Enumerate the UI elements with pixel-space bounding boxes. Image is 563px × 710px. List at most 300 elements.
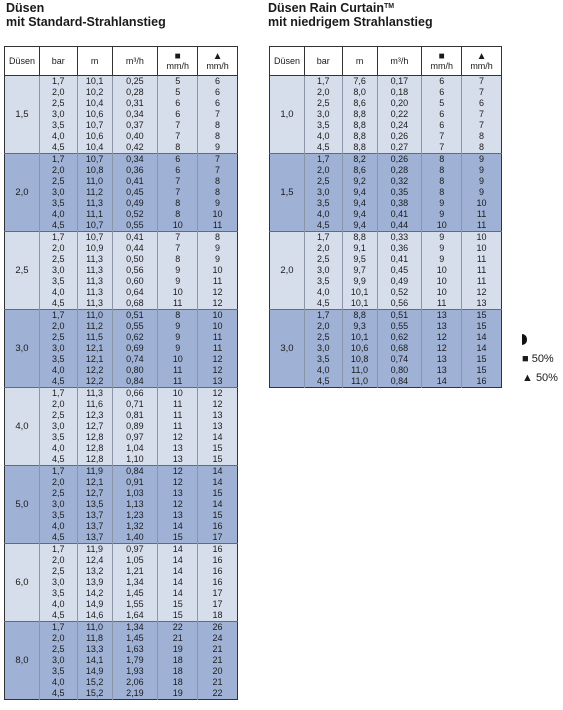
radius-cell: 13,2 xyxy=(77,566,112,577)
pressure-cell: 2,0 xyxy=(39,399,77,410)
flow-cell: 0,74 xyxy=(377,354,422,365)
table-row xyxy=(270,120,502,131)
header-bar: bar xyxy=(39,47,77,76)
triangle-rate-cell: 10 xyxy=(198,310,238,322)
square-rate-cell: 12 xyxy=(158,432,198,443)
square-rate-cell: 9 xyxy=(422,232,462,244)
square-rate-cell: 12 xyxy=(422,343,462,354)
square-rate-cell: 14 xyxy=(158,577,198,588)
table-row xyxy=(5,254,238,265)
radius-cell: 14,1 xyxy=(77,655,112,666)
square-rate-cell: 14 xyxy=(158,544,198,556)
table-row xyxy=(270,187,502,198)
table-row xyxy=(5,410,238,421)
triangle-rate-cell: 12 xyxy=(462,287,502,298)
triangle-rate-cell: 21 xyxy=(198,644,238,655)
triangle-rate-cell: 9 xyxy=(462,154,502,166)
radius-cell: 9,4 xyxy=(342,209,377,220)
flow-cell: 0,74 xyxy=(112,354,158,365)
header-m: m xyxy=(342,47,377,76)
left-title-line2: mit Standard-Strahlanstieg xyxy=(6,15,166,29)
triangle-rate-cell: 9 xyxy=(198,198,238,209)
pressure-cell: 4,5 xyxy=(39,610,77,622)
radius-cell: 10,1 xyxy=(77,76,112,88)
table-row xyxy=(270,87,502,98)
pressure-cell: 4,0 xyxy=(39,677,77,688)
flow-cell: 0,80 xyxy=(377,365,422,376)
flow-cell: 0,91 xyxy=(112,477,158,488)
table-row xyxy=(5,376,238,388)
table-row xyxy=(270,276,502,287)
pressure-cell: 4,0 xyxy=(304,131,342,142)
radius-cell: 8,8 xyxy=(342,310,377,322)
table-row xyxy=(5,421,238,432)
square-rate-cell: 6 xyxy=(158,109,198,120)
square-rate-cell: 8 xyxy=(158,198,198,209)
table-row xyxy=(5,477,238,488)
header-square-rate xyxy=(422,47,462,76)
square-icon: ■ xyxy=(174,50,181,62)
triangle-rate-cell: 15 xyxy=(198,454,238,466)
square-icon: ■ xyxy=(438,50,445,62)
nozzle-size-cell: 2,5 xyxy=(5,232,40,310)
pressure-cell: 4,0 xyxy=(39,287,77,298)
flow-cell: 0,28 xyxy=(112,87,158,98)
pressure-cell: 4,5 xyxy=(304,376,342,388)
pressure-cell: 3,5 xyxy=(304,276,342,287)
table-row xyxy=(5,510,238,521)
triangle-rate-cell: 12 xyxy=(198,354,238,365)
pressure-cell: 2,0 xyxy=(39,633,77,644)
flow-cell: 0,28 xyxy=(377,165,422,176)
triangle-rate-cell: 22 xyxy=(198,688,238,700)
pressure-cell: 1,7 xyxy=(39,310,77,322)
pressure-cell: 2,5 xyxy=(304,98,342,109)
pressure-cell: 4,5 xyxy=(39,142,77,154)
radius-cell: 11,0 xyxy=(342,365,377,376)
flow-cell: 0,44 xyxy=(377,220,422,232)
pressure-cell: 1,7 xyxy=(304,76,342,88)
flow-cell: 0,62 xyxy=(112,332,158,343)
table-row xyxy=(270,332,502,343)
table-row xyxy=(5,466,238,478)
flow-cell: 1,32 xyxy=(112,521,158,532)
radius-cell: 10,1 xyxy=(342,287,377,298)
flow-cell: 1,10 xyxy=(112,454,158,466)
pressure-cell: 1,7 xyxy=(39,388,77,400)
table-row xyxy=(5,142,238,154)
header-row xyxy=(5,47,238,76)
nozzle-group xyxy=(270,310,502,388)
triangle-rate-cell: 11 xyxy=(462,220,502,232)
radius-cell: 11,3 xyxy=(77,265,112,276)
square-rate-cell: 6 xyxy=(422,109,462,120)
triangle-rate-cell: 6 xyxy=(198,98,238,109)
square-rate-cell: 5 xyxy=(422,98,462,109)
flow-cell: 1,63 xyxy=(112,644,158,655)
table-row xyxy=(5,165,238,176)
square-rate-cell: 11 xyxy=(422,298,462,310)
flow-cell: 0,89 xyxy=(112,421,158,432)
table-row xyxy=(270,131,502,142)
triangle-rate-cell: 7 xyxy=(198,154,238,166)
flow-cell: 0,24 xyxy=(377,120,422,131)
square-rate-cell: 8 xyxy=(158,209,198,220)
square-rate-cell: 14 xyxy=(158,588,198,599)
triangle-rate-cell: 14 xyxy=(462,332,502,343)
pressure-cell: 2,5 xyxy=(39,566,77,577)
square-rate-cell: 18 xyxy=(158,666,198,677)
pressure-cell: 3,5 xyxy=(39,666,77,677)
table-row xyxy=(5,666,238,677)
pressure-cell: 3,5 xyxy=(39,588,77,599)
table-row xyxy=(5,610,238,622)
flow-cell: 2,06 xyxy=(112,677,158,688)
flow-cell: 1,03 xyxy=(112,488,158,499)
triangle-rate-cell: 14 xyxy=(198,466,238,478)
right-title xyxy=(268,1,433,29)
square-rate-cell: 6 xyxy=(158,154,198,166)
triangle-rate-cell: 9 xyxy=(462,165,502,176)
nozzle-group xyxy=(5,310,238,388)
pressure-cell: 4,0 xyxy=(304,365,342,376)
triangle-rate-cell: 11 xyxy=(198,220,238,232)
nozzle-group xyxy=(270,232,502,310)
triangle-rate-cell: 9 xyxy=(198,142,238,154)
nozzle-group xyxy=(5,622,238,700)
flow-cell: 0,68 xyxy=(377,343,422,354)
flow-cell: 0,55 xyxy=(112,220,158,232)
triangle-rate-cell: 8 xyxy=(198,232,238,244)
square-rate-cell: 12 xyxy=(158,499,198,510)
square-rate-cell: 13 xyxy=(422,310,462,322)
radius-cell: 8,8 xyxy=(342,109,377,120)
pressure-cell: 4,5 xyxy=(39,376,77,388)
square-rate-cell: 18 xyxy=(158,655,198,666)
pressure-cell: 2,5 xyxy=(39,410,77,421)
radius-cell: 10,8 xyxy=(77,165,112,176)
radius-cell: 14,2 xyxy=(77,588,112,599)
table-row xyxy=(5,198,238,209)
square-rate-cell: 9 xyxy=(422,254,462,265)
pressure-cell: 3,0 xyxy=(39,421,77,432)
square-rate-cell: 10 xyxy=(158,354,198,365)
flow-cell: 1,23 xyxy=(112,510,158,521)
left-title xyxy=(6,1,166,29)
flow-cell: 0,40 xyxy=(112,131,158,142)
square-rate-cell: 11 xyxy=(158,376,198,388)
square-rate-cell: 8 xyxy=(422,165,462,176)
pressure-cell: 2,5 xyxy=(39,488,77,499)
table-row xyxy=(5,98,238,109)
triangle-rate-cell: 17 xyxy=(198,599,238,610)
radius-cell: 8,8 xyxy=(342,131,377,142)
table-row xyxy=(270,298,502,310)
pressure-cell: 4,5 xyxy=(39,688,77,700)
triangle-rate-cell: 15 xyxy=(462,365,502,376)
flow-cell: 0,68 xyxy=(112,298,158,310)
flow-cell: 0,84 xyxy=(112,466,158,478)
radius-cell: 11,9 xyxy=(77,466,112,478)
table-row xyxy=(5,209,238,220)
square-rate-cell: 9 xyxy=(422,243,462,254)
right-title-line1-wrap xyxy=(268,1,433,15)
table-row xyxy=(270,232,502,244)
radius-cell: 14,9 xyxy=(77,666,112,677)
header-triangle-rate xyxy=(198,47,238,76)
pressure-cell: 3,0 xyxy=(39,499,77,510)
triangle-rate-cell: 21 xyxy=(198,655,238,666)
flow-cell: 0,51 xyxy=(377,310,422,322)
flow-cell: 0,64 xyxy=(112,287,158,298)
square-rate-cell: 6 xyxy=(158,98,198,109)
flow-cell: 0,52 xyxy=(112,209,158,220)
triangle-rate-cell: 13 xyxy=(462,298,502,310)
nozzle-group xyxy=(5,544,238,622)
triangle-rate-cell: 12 xyxy=(198,399,238,410)
triangle-rate-cell: 7 xyxy=(462,109,502,120)
flow-cell: 0,33 xyxy=(377,232,422,244)
flow-cell: 1,05 xyxy=(112,555,158,566)
radius-cell: 11,2 xyxy=(77,187,112,198)
table-row xyxy=(270,76,502,88)
triangle-rate-cell: 15 xyxy=(462,321,502,332)
triangle-rate-cell: 8 xyxy=(198,176,238,187)
flow-cell: 1,45 xyxy=(112,588,158,599)
table-row xyxy=(5,388,238,400)
flow-cell: 0,81 xyxy=(112,410,158,421)
triangle-rate-cell: 14 xyxy=(462,343,502,354)
table-row xyxy=(5,599,238,610)
header-unit: mm/h xyxy=(470,60,493,71)
pressure-cell: 1,7 xyxy=(39,622,77,634)
square-rate-cell: 6 xyxy=(422,87,462,98)
triangle-rate-cell: 15 xyxy=(198,488,238,499)
table-row xyxy=(5,265,238,276)
table-row xyxy=(270,198,502,209)
table-row xyxy=(5,432,238,443)
table-row xyxy=(270,209,502,220)
table-row xyxy=(5,120,238,131)
square-rate-cell: 9 xyxy=(158,332,198,343)
radius-cell: 10,6 xyxy=(77,109,112,120)
pressure-cell: 2,5 xyxy=(39,644,77,655)
flow-cell: 1,34 xyxy=(112,577,158,588)
triangle-rate-cell: 9 xyxy=(198,243,238,254)
flow-cell: 1,55 xyxy=(112,599,158,610)
flow-cell: 1,13 xyxy=(112,499,158,510)
pressure-cell: 2,5 xyxy=(39,98,77,109)
table-row xyxy=(5,655,238,666)
table-row xyxy=(5,555,238,566)
table-row xyxy=(5,287,238,298)
flow-cell: 0,34 xyxy=(112,109,158,120)
triangle-rate-cell: 8 xyxy=(198,131,238,142)
triangle-rate-cell: 14 xyxy=(198,499,238,510)
square-rate-cell: 13 xyxy=(158,488,198,499)
table-row xyxy=(5,343,238,354)
table-row xyxy=(270,321,502,332)
flow-cell: 0,18 xyxy=(377,87,422,98)
legend-square: ■ 50% xyxy=(522,353,554,365)
pressure-cell: 4,5 xyxy=(39,454,77,466)
square-rate-cell: 12 xyxy=(158,466,198,478)
pressure-cell: 1,7 xyxy=(39,232,77,244)
radius-cell: 10,7 xyxy=(77,220,112,232)
table-row xyxy=(5,76,238,88)
pressure-cell: 3,0 xyxy=(39,187,77,198)
pressure-cell: 2,0 xyxy=(304,87,342,98)
half-circle-legend xyxy=(522,333,532,350)
triangle-rate-cell: 10 xyxy=(198,209,238,220)
pressure-cell: 4,5 xyxy=(39,220,77,232)
square-rate-cell: 6 xyxy=(158,165,198,176)
flow-cell: 1,93 xyxy=(112,666,158,677)
flow-cell: 0,26 xyxy=(377,131,422,142)
header-nozzle: Düsen xyxy=(5,47,40,76)
pressure-cell: 3,0 xyxy=(39,343,77,354)
nozzle-size-cell: 3,0 xyxy=(270,310,305,388)
flow-cell: 0,49 xyxy=(377,276,422,287)
square-rate-cell: 7 xyxy=(158,232,198,244)
square-rate-cell: 11 xyxy=(158,410,198,421)
radius-cell: 8,2 xyxy=(342,154,377,166)
square-rate-cell: 9 xyxy=(158,343,198,354)
radius-cell: 8,0 xyxy=(342,87,377,98)
nozzle-group xyxy=(5,388,238,466)
triangle-rate-cell: 26 xyxy=(198,622,238,634)
radius-cell: 10,6 xyxy=(342,343,377,354)
pressure-cell: 3,0 xyxy=(39,265,77,276)
triangle-icon: ▲ xyxy=(212,50,223,62)
radius-cell: 10,9 xyxy=(77,243,112,254)
table-row xyxy=(270,354,502,365)
triangle-rate-cell: 21 xyxy=(198,677,238,688)
pressure-cell: 2,5 xyxy=(39,254,77,265)
radius-cell: 8,8 xyxy=(342,142,377,154)
square-rate-cell: 10 xyxy=(158,287,198,298)
radius-cell: 9,2 xyxy=(342,176,377,187)
radius-cell: 11,6 xyxy=(77,399,112,410)
table-row xyxy=(270,154,502,166)
nozzle-size-cell: 5,0 xyxy=(5,466,40,544)
radius-cell: 11,0 xyxy=(342,376,377,388)
flow-cell: 0,56 xyxy=(377,298,422,310)
nozzle-group xyxy=(5,76,238,154)
table-row xyxy=(5,588,238,599)
radius-cell: 12,7 xyxy=(77,421,112,432)
pressure-cell: 3,5 xyxy=(39,354,77,365)
square-rate-cell: 8 xyxy=(422,176,462,187)
square-rate-cell: 11 xyxy=(158,365,198,376)
pressure-cell: 2,0 xyxy=(39,87,77,98)
table-row xyxy=(5,677,238,688)
nozzle-group xyxy=(5,232,238,310)
square-rate-cell: 7 xyxy=(422,142,462,154)
table-row xyxy=(5,310,238,322)
table-row xyxy=(5,276,238,287)
pressure-cell: 2,5 xyxy=(304,176,342,187)
nozzle-size-cell: 6,0 xyxy=(5,544,40,622)
radius-cell: 14,9 xyxy=(77,599,112,610)
flow-cell: 0,36 xyxy=(377,243,422,254)
table-row xyxy=(270,287,502,298)
pressure-cell: 3,0 xyxy=(39,577,77,588)
triangle-rate-cell: 17 xyxy=(198,588,238,599)
radius-cell: 11,9 xyxy=(77,544,112,556)
square-rate-cell: 9 xyxy=(158,265,198,276)
radius-cell: 9,3 xyxy=(342,321,377,332)
nozzle-size-cell: 3,0 xyxy=(5,310,40,388)
triangle-rate-cell: 16 xyxy=(198,566,238,577)
pressure-cell: 3,0 xyxy=(304,265,342,276)
flow-cell: 0,22 xyxy=(377,109,422,120)
standard-nozzle-table xyxy=(4,46,238,700)
table-row xyxy=(270,254,502,265)
pressure-cell: 4,5 xyxy=(304,298,342,310)
square-rate-cell: 7 xyxy=(158,120,198,131)
triangle-rate-cell: 6 xyxy=(462,98,502,109)
nozzle-group xyxy=(5,154,238,232)
triangle-rate-cell: 8 xyxy=(198,120,238,131)
table-row xyxy=(5,454,238,466)
flow-cell: 0,52 xyxy=(377,287,422,298)
flow-cell: 1,21 xyxy=(112,566,158,577)
radius-cell: 12,1 xyxy=(77,343,112,354)
radius-cell: 13,7 xyxy=(77,510,112,521)
flow-cell: 0,25 xyxy=(112,76,158,88)
table-row xyxy=(270,142,502,154)
triangle-rate-cell: 7 xyxy=(198,109,238,120)
triangle-rate-cell: 16 xyxy=(462,376,502,388)
triangle-rate-cell: 15 xyxy=(198,443,238,454)
pressure-cell: 4,5 xyxy=(304,142,342,154)
square-rate-cell: 8 xyxy=(158,142,198,154)
radius-cell: 8,8 xyxy=(342,120,377,131)
table-row xyxy=(5,532,238,544)
pressure-cell: 2,5 xyxy=(304,332,342,343)
square-rate-cell: 10 xyxy=(422,287,462,298)
square-rate-cell: 7 xyxy=(422,131,462,142)
radius-cell: 13,5 xyxy=(77,499,112,510)
square-rate-cell: 14 xyxy=(158,521,198,532)
triangle-rate-cell: 13 xyxy=(198,410,238,421)
radius-cell: 13,7 xyxy=(77,521,112,532)
radius-cell: 9,4 xyxy=(342,220,377,232)
table-row xyxy=(270,376,502,388)
radius-cell: 11,3 xyxy=(77,388,112,400)
pressure-cell: 2,0 xyxy=(39,165,77,176)
radius-cell: 9,4 xyxy=(342,198,377,209)
radius-cell: 11,3 xyxy=(77,198,112,209)
pressure-cell: 2,0 xyxy=(304,321,342,332)
flow-cell: 0,97 xyxy=(112,432,158,443)
pressure-cell: 2,5 xyxy=(304,254,342,265)
square-rate-cell: 10 xyxy=(422,220,462,232)
radius-cell: 13,9 xyxy=(77,577,112,588)
nozzle-group xyxy=(270,76,502,154)
square-rate-cell: 10 xyxy=(422,276,462,287)
header-unit: mm/h xyxy=(166,60,189,71)
table-row xyxy=(5,633,238,644)
table-row xyxy=(5,131,238,142)
nozzle-size-cell: 1,5 xyxy=(270,154,305,232)
header-row xyxy=(270,47,502,76)
radius-cell: 15,2 xyxy=(77,688,112,700)
pressure-cell: 4,0 xyxy=(304,209,342,220)
pressure-cell: 4,0 xyxy=(39,521,77,532)
flow-cell: 0,45 xyxy=(112,187,158,198)
